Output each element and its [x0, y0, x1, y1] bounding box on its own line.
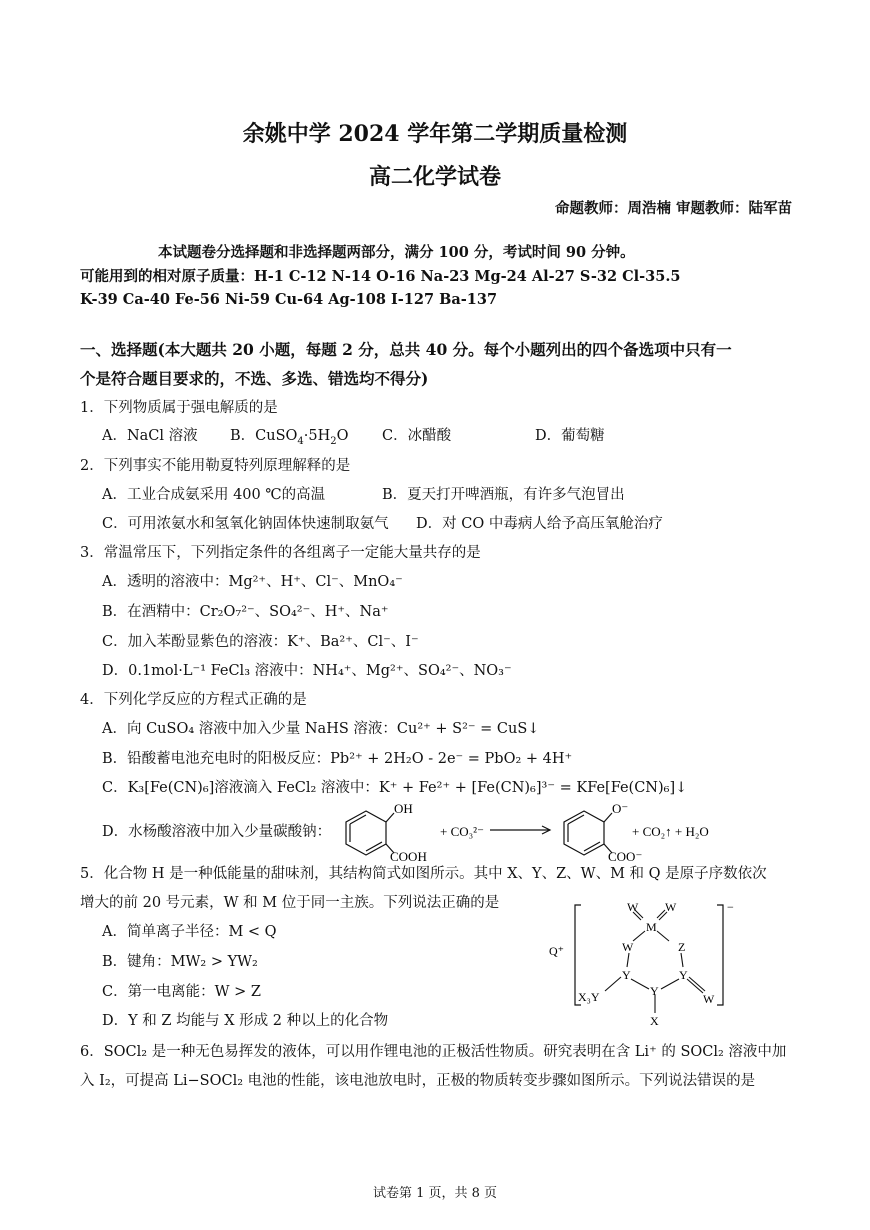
q1-option-c: C．冰醋酸: [382, 428, 452, 444]
product-o-label: O⁻: [612, 801, 629, 816]
product-benzene-ring: [564, 811, 612, 855]
section1-heading-line1: 一、选择题(本大题共 20 小题，每题 2 分，总共 40 分。每个小题列出的四个备选项中只有一: [80, 340, 732, 359]
salicylic-acid-reaction-scheme: [330, 797, 750, 863]
atom-y-left: Y: [622, 968, 631, 982]
group-x3y: X₃Y: [578, 990, 600, 1004]
compound-h-structure: [545, 895, 745, 1035]
carbonate-label: + CO₃²⁻: [440, 824, 484, 839]
q2-option-b: B．夏天打开啤酒瓶，有许多气泡冒出: [382, 487, 625, 503]
atom-x-bottom: X: [650, 1014, 659, 1028]
q6-stem-line2: 入 I₂，可提高 Li−SOCl₂ 电池的性能，该电池放电时，正极的物质转变步骤如图所示。下列说法错误的是: [80, 1073, 756, 1089]
q3-option-b: B．在酒精中：Cr₂O₇²⁻、SO₄²⁻、H⁺、Na⁺: [102, 604, 389, 620]
atom-w-top-right: W: [665, 900, 677, 914]
q3-option-c: C．加入苯酚显紫色的溶液：K⁺、Ba²⁺、Cl⁻、I⁻: [102, 634, 419, 650]
q2-stem: 2．下列事实不能用勒夏特列原理解释的是: [80, 458, 351, 474]
exam-title: 余姚中学 2024 学年第二学期质量检测: [242, 121, 628, 147]
page-footer: 试卷第 1 页，共 8 页: [372, 1186, 498, 1201]
atom-w-right: W: [703, 992, 715, 1006]
q1-stem: 1．下列物质属于强电解质的是: [80, 400, 278, 416]
q5-stem-line1: 5．化合物 H 是一种低能量的甜味剂，其结构简式如图所示。其中 X、Y、Z、W、M 和 Q 是原子序数依次: [80, 866, 767, 882]
teachers-line: 命题教师：周浩楠 审题教师：陆军苗: [554, 200, 792, 217]
q6-stem-line1: 6．SOCl₂ 是一种无色易挥发的液体，可以用作锂电池的正极活性物质。研究表明在含 Li⁺ 的 SOCl₂ 溶液中加: [80, 1044, 787, 1060]
exam-subtitle: 高二化学试卷: [368, 164, 501, 190]
atom-y-right: Y: [679, 968, 688, 982]
section1-heading-line2: 个是符合题目要求的，不选、多选、错选均不得分): [80, 369, 429, 388]
exam-description: 本试题卷分选择题和非选择题两部分，满分 100 分，考试时间 90 分钟。: [158, 244, 635, 261]
reactant-benzene-ring: [346, 811, 394, 855]
reaction-arrow: [490, 826, 550, 834]
q4-option-a: A．向 CuSO₄ 溶液中加入少量 NaHS 溶液：Cu²⁺ + S²⁻ = CuS↓: [102, 721, 540, 737]
q4-stem: 4．下列化学反应的方程式正确的是: [80, 692, 307, 708]
q3-stem: 3．常温常压下，下列指定条件的各组离子一定能大量共存的是: [80, 545, 481, 561]
q3-option-d: D．0.1mol·L⁻¹ FeCl₃ 溶液中：NH₄⁺、Mg²⁺、SO₄²⁻、NO₃⁻: [102, 663, 512, 679]
q1-option-a: A．NaCl 溶液: [102, 428, 198, 444]
products-label: + CO₂↑ + H₂O: [632, 824, 709, 839]
reactant-cooh-label: COOH: [390, 849, 427, 863]
q2-option-a: A．工业合成氨采用 400 ℃的高温: [102, 487, 326, 503]
q2-option-d: D．对 CO 中毒病人给予高压氧舱治疗: [416, 516, 663, 532]
q2-option-c: C．可用浓氨水和氢氧化钠固体快速制取氨气: [102, 516, 389, 532]
atom-y-bottom: Y: [650, 984, 659, 998]
atom-m: M: [646, 920, 657, 934]
q1-option-b: B．$CuSO_4\cdot 5H_2O$: [230, 428, 349, 447]
reactant-oh-label: OH: [394, 801, 413, 816]
anion-charge-label: −: [727, 900, 734, 914]
q1-option-d: D．葡萄糖: [535, 428, 605, 444]
product-coo-label: COO⁻: [608, 849, 643, 863]
q5-stem-line2: 增大的前 20 号元素，W 和 M 位于同一主族。下列说法正确的是: [80, 895, 500, 911]
q4-option-d: D．水杨酸溶液中加入少量碳酸钠：: [102, 824, 332, 840]
q5-option-a: A．简单离子半径：M < Q: [102, 924, 277, 940]
atom-w-top-left: W: [627, 900, 639, 914]
q5-option-c: C．第一电离能：W > Z: [102, 984, 261, 1000]
atom-w-ring: W: [622, 940, 634, 954]
q4-option-b: B．铅酸蓄电池充电时的阳极反应：Pb²⁺ + 2H₂O - 2e⁻ = PbO₂ + 4H⁺: [102, 751, 573, 767]
atomic-masses-line2: K-39 Ca-40 Fe-56 Ni-59 Cu-64 Ag-108 I-127 Ba-137: [80, 291, 498, 308]
q4-option-c: C．K₃[Fe(CN)₆]溶液滴入 FeCl₂ 溶液中：K⁺ + Fe²⁺ + [Fe(CN)₆]³⁻ = KFe[Fe(CN)₆]↓: [102, 780, 688, 796]
cation-q-label: Q⁺: [549, 944, 564, 958]
atom-z: Z: [678, 940, 686, 954]
q5-option-b: B．键角：MW₂ > YW₂: [102, 954, 258, 970]
atomic-masses-line1: 可能用到的相对原子质量：H-1 C-12 N-14 O-16 Na-23 Mg-24 Al-27 S-32 Cl-35.5: [80, 268, 681, 285]
q5-option-d: D．Y 和 Z 均能与 X 形成 2 种以上的化合物: [102, 1013, 389, 1029]
q3-option-a: A．透明的溶液中：Mg²⁺、H⁺、Cl⁻、MnO₄⁻: [102, 574, 403, 590]
